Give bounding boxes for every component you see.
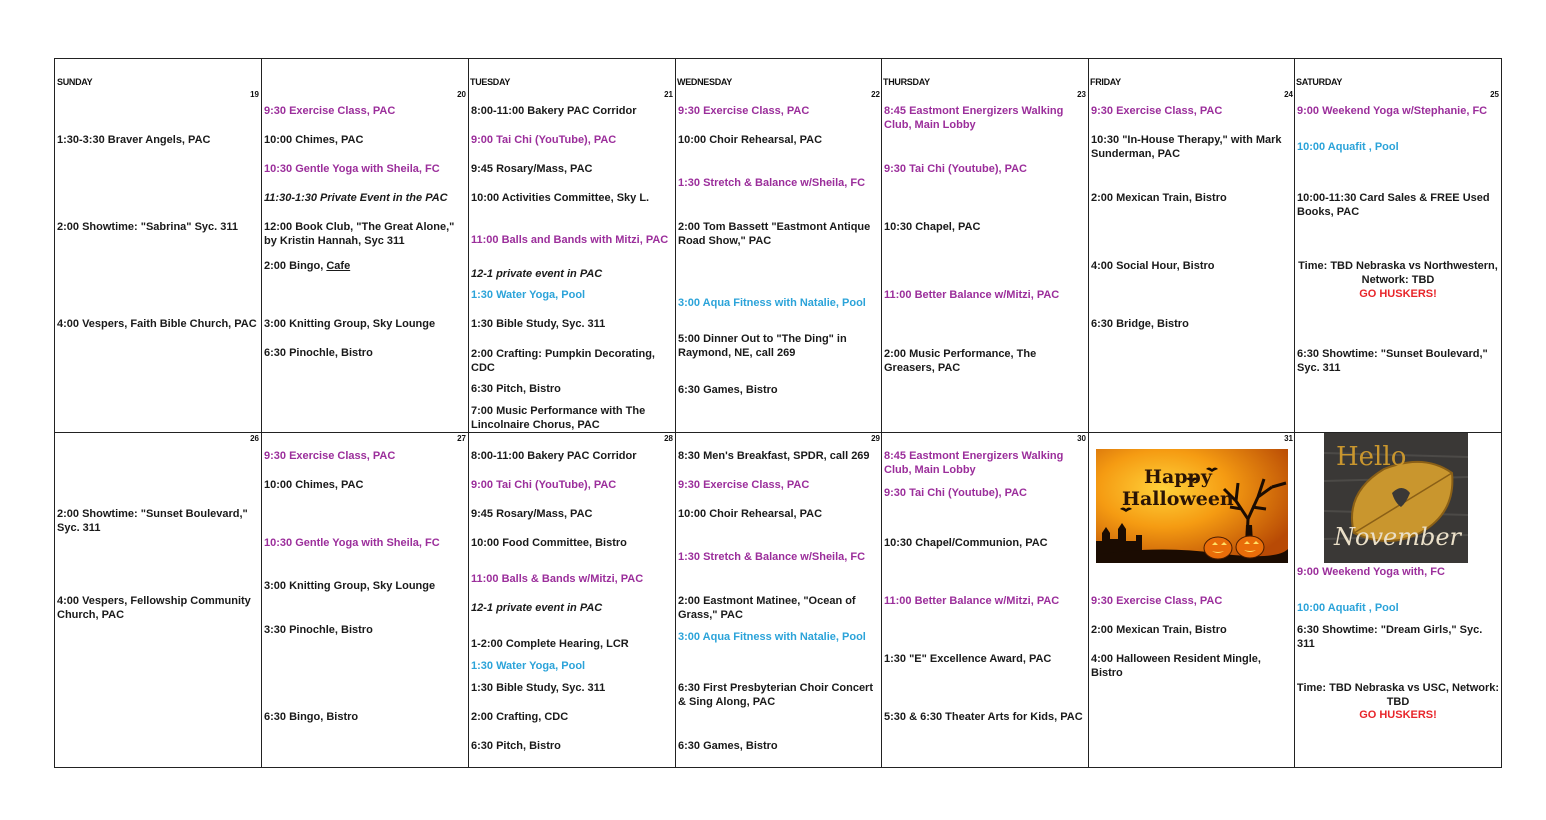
event-item: 9:30 Tai Chi (Youtube), PAC [884, 487, 1028, 499]
event-item: 4:00 Social Hour, Bistro [1091, 260, 1215, 272]
date-number: 24 [1284, 90, 1293, 99]
event-item: 2:00 Crafting, CDC [471, 711, 569, 723]
event-item: 9:45 Rosary/Mass, PAC [471, 163, 593, 175]
event-item: 2:00 Music Performance, The Greasers, PAC [884, 348, 1037, 374]
event-item: 8:30 Men's Breakfast, SPDR, call 269 [678, 450, 870, 462]
event-item: 10:30 Gentle Yoga with Sheila, FC [264, 163, 440, 175]
date-number: 29 [871, 434, 880, 443]
event-item: 8:00-11:00 Bakery PAC Corridor [471, 105, 637, 117]
day-cell-20 [262, 89, 468, 432]
event-item: 8:00-11:00 Bakery PAC Corridor [471, 450, 637, 462]
event-item: 9:00 Weekend Yoga w/Stephanie, FC [1297, 105, 1488, 117]
event-item: 12-1 private event in PAC [471, 602, 603, 614]
event-item: 5:30 & 6:30 Theater Arts for Kids, PAC [884, 711, 1083, 723]
day-cell-21 [469, 89, 675, 432]
event-item: 1:30 Water Yoga, Pool [471, 289, 586, 301]
event-item: 11:00 Better Balance w/Mitzi, PAC [884, 595, 1060, 607]
date-number: 28 [664, 434, 673, 443]
event-item: 11:30-1:30 Private Event in the PAC [264, 192, 448, 204]
day-cell-25 [1295, 89, 1501, 432]
event-item: 9:00 Tai Chi (YouTube), PAC [471, 479, 617, 491]
event-item: 10:00 Food Committee, Bistro [471, 537, 627, 549]
halloween-line2: Halloween [1122, 488, 1234, 510]
event-item: 2:00 Crafting: Pumpkin Decorating, CDC [471, 348, 655, 374]
day-header-wednesday: WEDNESDAY [677, 77, 732, 87]
event-item: 2:00 Mexican Train, Bistro [1091, 624, 1227, 636]
event-item: 10:00 Aquafit , Pool [1297, 602, 1399, 614]
event-item: 6:30 Pitch, Bistro [471, 383, 561, 395]
day-cell-22 [676, 89, 882, 432]
event-item: GO HUSKERS! [1359, 288, 1437, 300]
day-cell-28 [469, 433, 675, 767]
event-item: GO HUSKERS! [1359, 709, 1437, 721]
event-item: 12-1 private event in PAC [471, 268, 603, 280]
halloween-line1: Happy [1144, 466, 1212, 488]
date-number: 20 [457, 90, 466, 99]
event-item: 10:30 Gentle Yoga with Sheila, FC [264, 537, 440, 549]
event-item: 8:45 Eastmont Energizers Walking Club, Main Lobby [884, 450, 1064, 476]
event-item: 12:00 Book Club, "The Great Alone," by Kristin Hannah, Syc 311 [264, 221, 455, 247]
event-item: 1:30 Water Yoga, Pool [471, 660, 586, 672]
event-item: 1:30 Stretch & Balance w/Sheila, FC [678, 551, 866, 563]
event-item: 8:45 Eastmont Energizers Walking Club, Main Lobby [884, 105, 1064, 131]
event-item: 10:00 Chimes, PAC [264, 479, 364, 491]
event-item: 3:30 Pinochle, Bistro [264, 624, 373, 636]
date-number: 26 [250, 434, 259, 443]
event-item: 6:30 Bingo, Bistro [264, 711, 359, 723]
event-item: 11:00 Better Balance w/Mitzi, PAC [884, 289, 1060, 301]
day-header-friday: FRIDAY [1090, 77, 1121, 87]
day-cell-29 [676, 433, 882, 767]
event-item: 1:30 "E" Excellence Award, PAC [884, 653, 1052, 665]
november-image [1324, 433, 1468, 563]
event-item: 11:00 Balls and Bands with Mitzi, PAC [471, 234, 669, 246]
cafe-link: Cafe [326, 260, 351, 272]
event-item: 6:30 First Presbyterian Choir Concert & Sing Along, PAC [678, 682, 874, 708]
event-item: Time: TBD Nebraska vs USC, Network: TBD [1296, 682, 1500, 708]
day-header-sunday: SUNDAY [57, 77, 93, 87]
day-cell-nov-1 [1295, 433, 1501, 767]
event-item: 2:00 Showtime: "Sabrina" Syc. 311 [57, 221, 239, 233]
event-item: 5:00 Dinner Out to "The Ding" in Raymond, NE, call 269 [678, 333, 847, 359]
event-item: 1:30 Bible Study, Syc. 311 [471, 318, 606, 330]
event-item: 10:00 Activities Committee, Sky L. [471, 192, 650, 204]
event-item: 9:00 Tai Chi (YouTube), PAC [471, 134, 617, 146]
date-number: 31 [1284, 434, 1293, 443]
event-item: 1-2:00 Complete Hearing, LCR [471, 638, 629, 650]
november-line1: Hello [1336, 442, 1407, 472]
event-item: 3:00 Knitting Group, Sky Lounge [264, 580, 436, 592]
event-item: 6:30 Bridge, Bistro [1091, 318, 1189, 330]
event-item: 4:00 Halloween Resident Mingle, Bistro [1091, 653, 1261, 679]
event-item: 3:00 Knitting Group, Sky Lounge [264, 318, 436, 330]
event-item: 10:00 Choir Rehearsal, PAC [678, 134, 823, 146]
event-item: 10:00 Chimes, PAC [264, 134, 364, 146]
event-item: 1:30-3:30 Braver Angels, PAC [57, 134, 211, 146]
halloween-illustration [1096, 449, 1288, 563]
date-number: 22 [871, 90, 880, 99]
date-number: 23 [1077, 90, 1086, 99]
event-item: 9:30 Exercise Class, PAC [678, 105, 810, 117]
day-header-saturday: SATURDAY [1296, 77, 1343, 87]
calendar-grid [54, 58, 1502, 768]
event-item: 3:00 Aqua Fitness with Natalie, Pool [678, 297, 866, 309]
event-item: 2:00 Tom Bassett "Eastmont Antique Road Show," PAC [678, 221, 871, 247]
day-cell-31 [1089, 433, 1295, 767]
day-cell-19 [55, 89, 261, 432]
event-item: 9:45 Rosary/Mass, PAC [471, 508, 593, 520]
event-item: 10:30 Chapel/Communion, PAC [884, 537, 1048, 549]
day-cell-23 [882, 89, 1088, 432]
event-item: 9:30 Exercise Class, PAC [1091, 595, 1223, 607]
day-cell-27 [262, 433, 468, 767]
event-item: 3:00 Aqua Fitness with Natalie, Pool [678, 631, 866, 643]
event-item: 6:30 Pinochle, Bistro [264, 347, 373, 359]
event-item: 7:00 Music Performance with The Lincolnaire Chorus, PAC [471, 405, 646, 431]
event-item: 9:30 Exercise Class, PAC [264, 105, 396, 117]
event-item: 11:00 Balls & Bands w/Mitzi, PAC [471, 573, 644, 585]
date-number: 19 [250, 90, 259, 99]
event-item: 9:30 Exercise Class, PAC [678, 479, 810, 491]
event-item: 9:00 Weekend Yoga with, FC [1297, 566, 1445, 578]
event-item: 4:00 Vespers, Faith Bible Church, PAC [57, 318, 257, 330]
event-item: 10:30 Chapel, PAC [884, 221, 981, 233]
event-item: 10:00 Choir Rehearsal, PAC [678, 508, 823, 520]
event-item: 4:00 Vespers, Fellowship Community Church, PAC [57, 595, 251, 621]
event-item: 2:00 Mexican Train, Bistro [1091, 192, 1227, 204]
event-item: 6:30 Showtime: "Sunset Boulevard," Syc. 311 [1297, 348, 1488, 374]
day-header-tuesday: TUESDAY [470, 77, 511, 87]
event-item: 6:30 Pitch, Bistro [471, 740, 561, 752]
event-item: 6:30 Showtime: "Dream Girls," Syc. 311 [1297, 624, 1483, 650]
event-item: 10:30 "In-House Therapy," with Mark Sunderman, PAC [1091, 134, 1282, 160]
day-header-thursday: THURSDAY [883, 77, 930, 87]
november-illustration [1324, 433, 1468, 563]
event-item: 2:00 Eastmont Matinee, "Ocean of Grass," PAC [678, 595, 856, 621]
day-cell-30 [882, 433, 1088, 767]
day-cell-24 [1089, 89, 1295, 432]
date-number: 25 [1490, 90, 1499, 99]
event-item: 6:30 Games, Bistro [678, 740, 778, 752]
event-item: 10:00 Aquafit , Pool [1297, 141, 1399, 153]
event-item: 9:30 Exercise Class, PAC [1091, 105, 1223, 117]
date-number: 27 [457, 434, 466, 443]
event-item: 1:30 Stretch & Balance w/Sheila, FC [678, 177, 866, 189]
event-item: 9:30 Tai Chi (Youtube), PAC [884, 163, 1028, 175]
event-item [264, 260, 464, 274]
event-item: 10:00-11:30 Card Sales & FREE Used Books, PAC [1297, 192, 1490, 218]
day-cell-26 [55, 433, 261, 767]
event-item: 6:30 Games, Bistro [678, 384, 778, 396]
date-number: 30 [1077, 434, 1086, 443]
event-item: 1:30 Bible Study, Syc. 311 [471, 682, 606, 694]
event-item: Time: TBD Nebraska vs Northwestern, Network: TBD [1298, 260, 1498, 286]
event-text: 2:00 Bingo, [264, 260, 327, 272]
event-item: 2:00 Showtime: "Sunset Boulevard," Syc. 311 [57, 508, 248, 534]
date-number: 21 [664, 90, 673, 99]
november-line2: November [1334, 523, 1462, 551]
halloween-image [1096, 449, 1288, 563]
event-item: 9:30 Exercise Class, PAC [264, 450, 396, 462]
